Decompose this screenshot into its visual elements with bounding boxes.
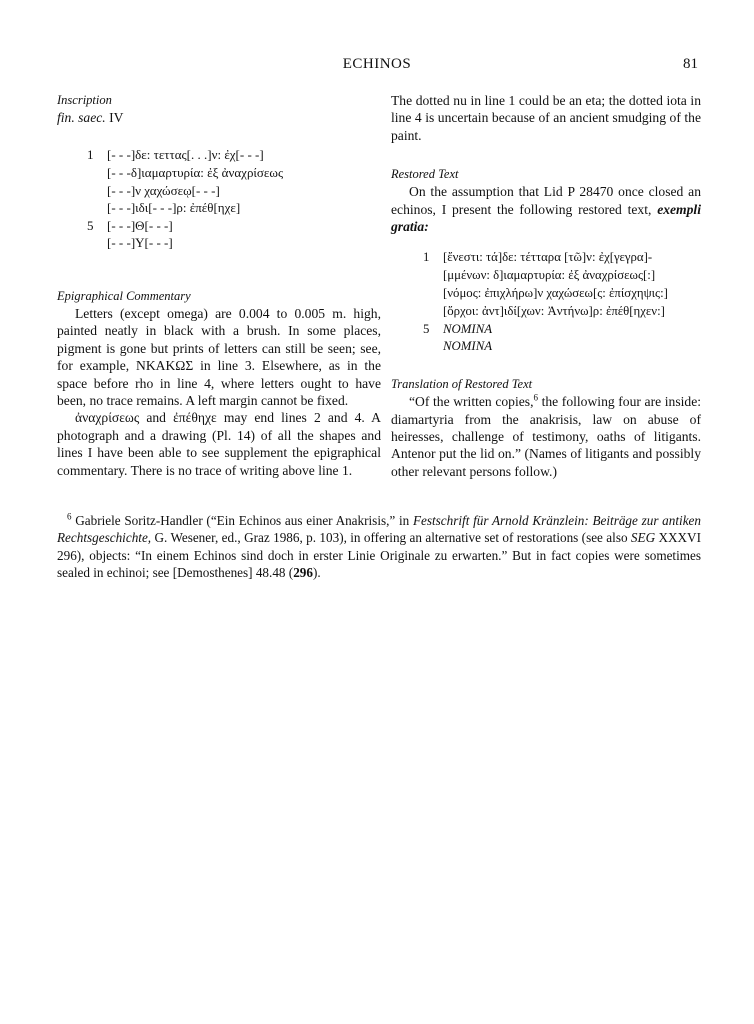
date-label: fin. saec. <box>57 110 106 125</box>
line-number <box>87 164 107 182</box>
footnote-text: G. Wesener, ed., Graz 1986, p. 103), in offering an alternative set of restorations (see also <box>151 530 631 546</box>
translation-paragraph <box>391 393 701 480</box>
restored-heading: Restored Text <box>391 167 459 182</box>
line-number: 1 <box>87 147 94 163</box>
restored-text <box>423 249 701 356</box>
translation-text-start: “Of the written copies, <box>409 394 534 410</box>
line-number: 1 <box>423 250 430 265</box>
inscription-text <box>87 146 381 252</box>
line-number <box>87 234 107 252</box>
footnote-text: ). <box>312 565 321 581</box>
commentary-paragraph: ἀναχρίσεως and ἐπέθηχε may end lines 2 and 4. A photograph and a drawing (Pl. 14) of all the shapes and lines I have been able to see supplement the epigraphical commentary. There is no trace of writing above line 1. <box>57 410 381 478</box>
line-text: [ἔνεστι: τά]δε: τέτταρα [τῶ]ν: ἐχ[γεγρα]- <box>443 250 653 265</box>
line-number <box>87 182 107 200</box>
line-number: 5 <box>87 217 94 233</box>
inscription-line <box>87 234 381 252</box>
inscription-line <box>87 199 381 217</box>
line-number <box>423 285 443 303</box>
commentary-section <box>57 288 381 479</box>
page-number: 81 <box>683 56 698 72</box>
footnote-reference: 296 <box>293 565 313 581</box>
translation-section <box>391 376 701 480</box>
line-text: [ὅρχοι: ἀντ]ιδί[χων: Ἀντήνω]ρ: ἐπέθ[ηχεν:] <box>443 303 665 318</box>
commentary-heading: Epigraphical Commentary <box>57 288 191 303</box>
inscription-line <box>87 146 381 164</box>
restored-line <box>423 338 701 356</box>
page-header <box>0 56 754 78</box>
translation-heading: Translation of Restored Text <box>391 377 533 392</box>
date-line <box>57 109 381 126</box>
running-head: ECHINOS <box>342 56 412 72</box>
line-text: [- - -]Θ[- - -] <box>107 217 173 233</box>
line-text: [- - -]ν χαχώσεῳ[- - -] <box>107 182 220 198</box>
left-column <box>57 92 381 479</box>
restored-section <box>391 166 701 356</box>
footnote-text: Gabriele Soritz-Handler (“Ein Echinos aus einer Anakrisis,” in <box>71 513 413 528</box>
footnote-title: Festschrift für Arnold Kränzlein: Beiträge zur antiken Rechtsgeschichte, <box>57 513 701 546</box>
line-text: [- - -]δε: τεττας[. . .]ν: ἐχ[- - -] <box>107 147 264 163</box>
date-value: IV <box>109 110 124 125</box>
restored-intro <box>391 183 701 235</box>
commentary-paragraph: Letters (except omega) are 0.004 to 0.005 m. high, painted neatly in black with a brush. In some places, pigment is gone but prints of letters can still be seen; see, for example, ΝΚΑΚΩΣ in line 3. Elsewhere, as in the space before rho in line 4, where letters ought to have been, no trace remains. A left margin cannot be fixed. <box>57 305 381 408</box>
line-text: NOMINA <box>443 339 493 354</box>
footnote-marker[interactable]: 6 <box>533 392 538 403</box>
right-column <box>391 92 701 480</box>
inscription-line <box>87 182 381 200</box>
inscription-line <box>87 164 381 182</box>
restored-intro-emphasis: exempli gratia: <box>391 201 701 235</box>
restored-line <box>423 285 701 303</box>
line-text: [- - -]ιδι[- - -]ρ: ἐπέθ[ηχε] <box>107 200 241 216</box>
inscription-heading: Inscription <box>57 93 112 107</box>
line-text: NOMINA <box>443 321 493 336</box>
dotted-letter-note: The dotted nu in line 1 could be an eta; the dotted iota in line 4 is uncertain because of an ancient smudging of the paint. <box>391 93 701 143</box>
footnote-number: 6 <box>67 511 72 522</box>
line-text: [- - -δ]ιαμαρτυρία: ἐξ ἀναχρίσεως <box>107 165 284 180</box>
footnote-seg: SEG <box>630 530 656 546</box>
footnote-text: XXXVI 296), objects: “In einem Echinos sind doch in erster Linie Originale zu erwarten.” But in fact copies were sometimes sealed in echinoi; see [Demosthenes] 48.48 ( <box>57 530 701 581</box>
restored-line <box>423 303 701 321</box>
line-number <box>423 267 443 285</box>
restored-line <box>423 267 701 285</box>
line-number: 5 <box>423 321 430 336</box>
line-number <box>87 199 107 217</box>
translation-text-end: the following four are inside: diamartyria from the anakrisis, law on abuse of heiresses, challenge of testimony, oaths of litigants. Antenor put the lid on.” (Names of litigants and possibly other relevant persons follow.) <box>391 394 702 479</box>
restored-line <box>423 249 701 267</box>
line-text: [- - -]Υ[- - -] <box>107 235 173 251</box>
restored-intro-text: On the assumption that Lid P 28470 once closed an echinos, I present the following restored text, <box>391 184 701 217</box>
restored-line <box>423 321 701 339</box>
line-number <box>423 338 443 356</box>
footnote <box>57 512 701 582</box>
line-text: [νόμος: ἐπιχλήρω]ν χαχώσεω[ς: ἐπίσχηψις:] <box>443 286 668 301</box>
inscription-line <box>87 217 381 235</box>
line-text: [μμένων: δ]ιαμαρτυρία: ἐξ ἀναχρίσεως[:] <box>443 268 656 283</box>
line-number <box>423 303 443 321</box>
